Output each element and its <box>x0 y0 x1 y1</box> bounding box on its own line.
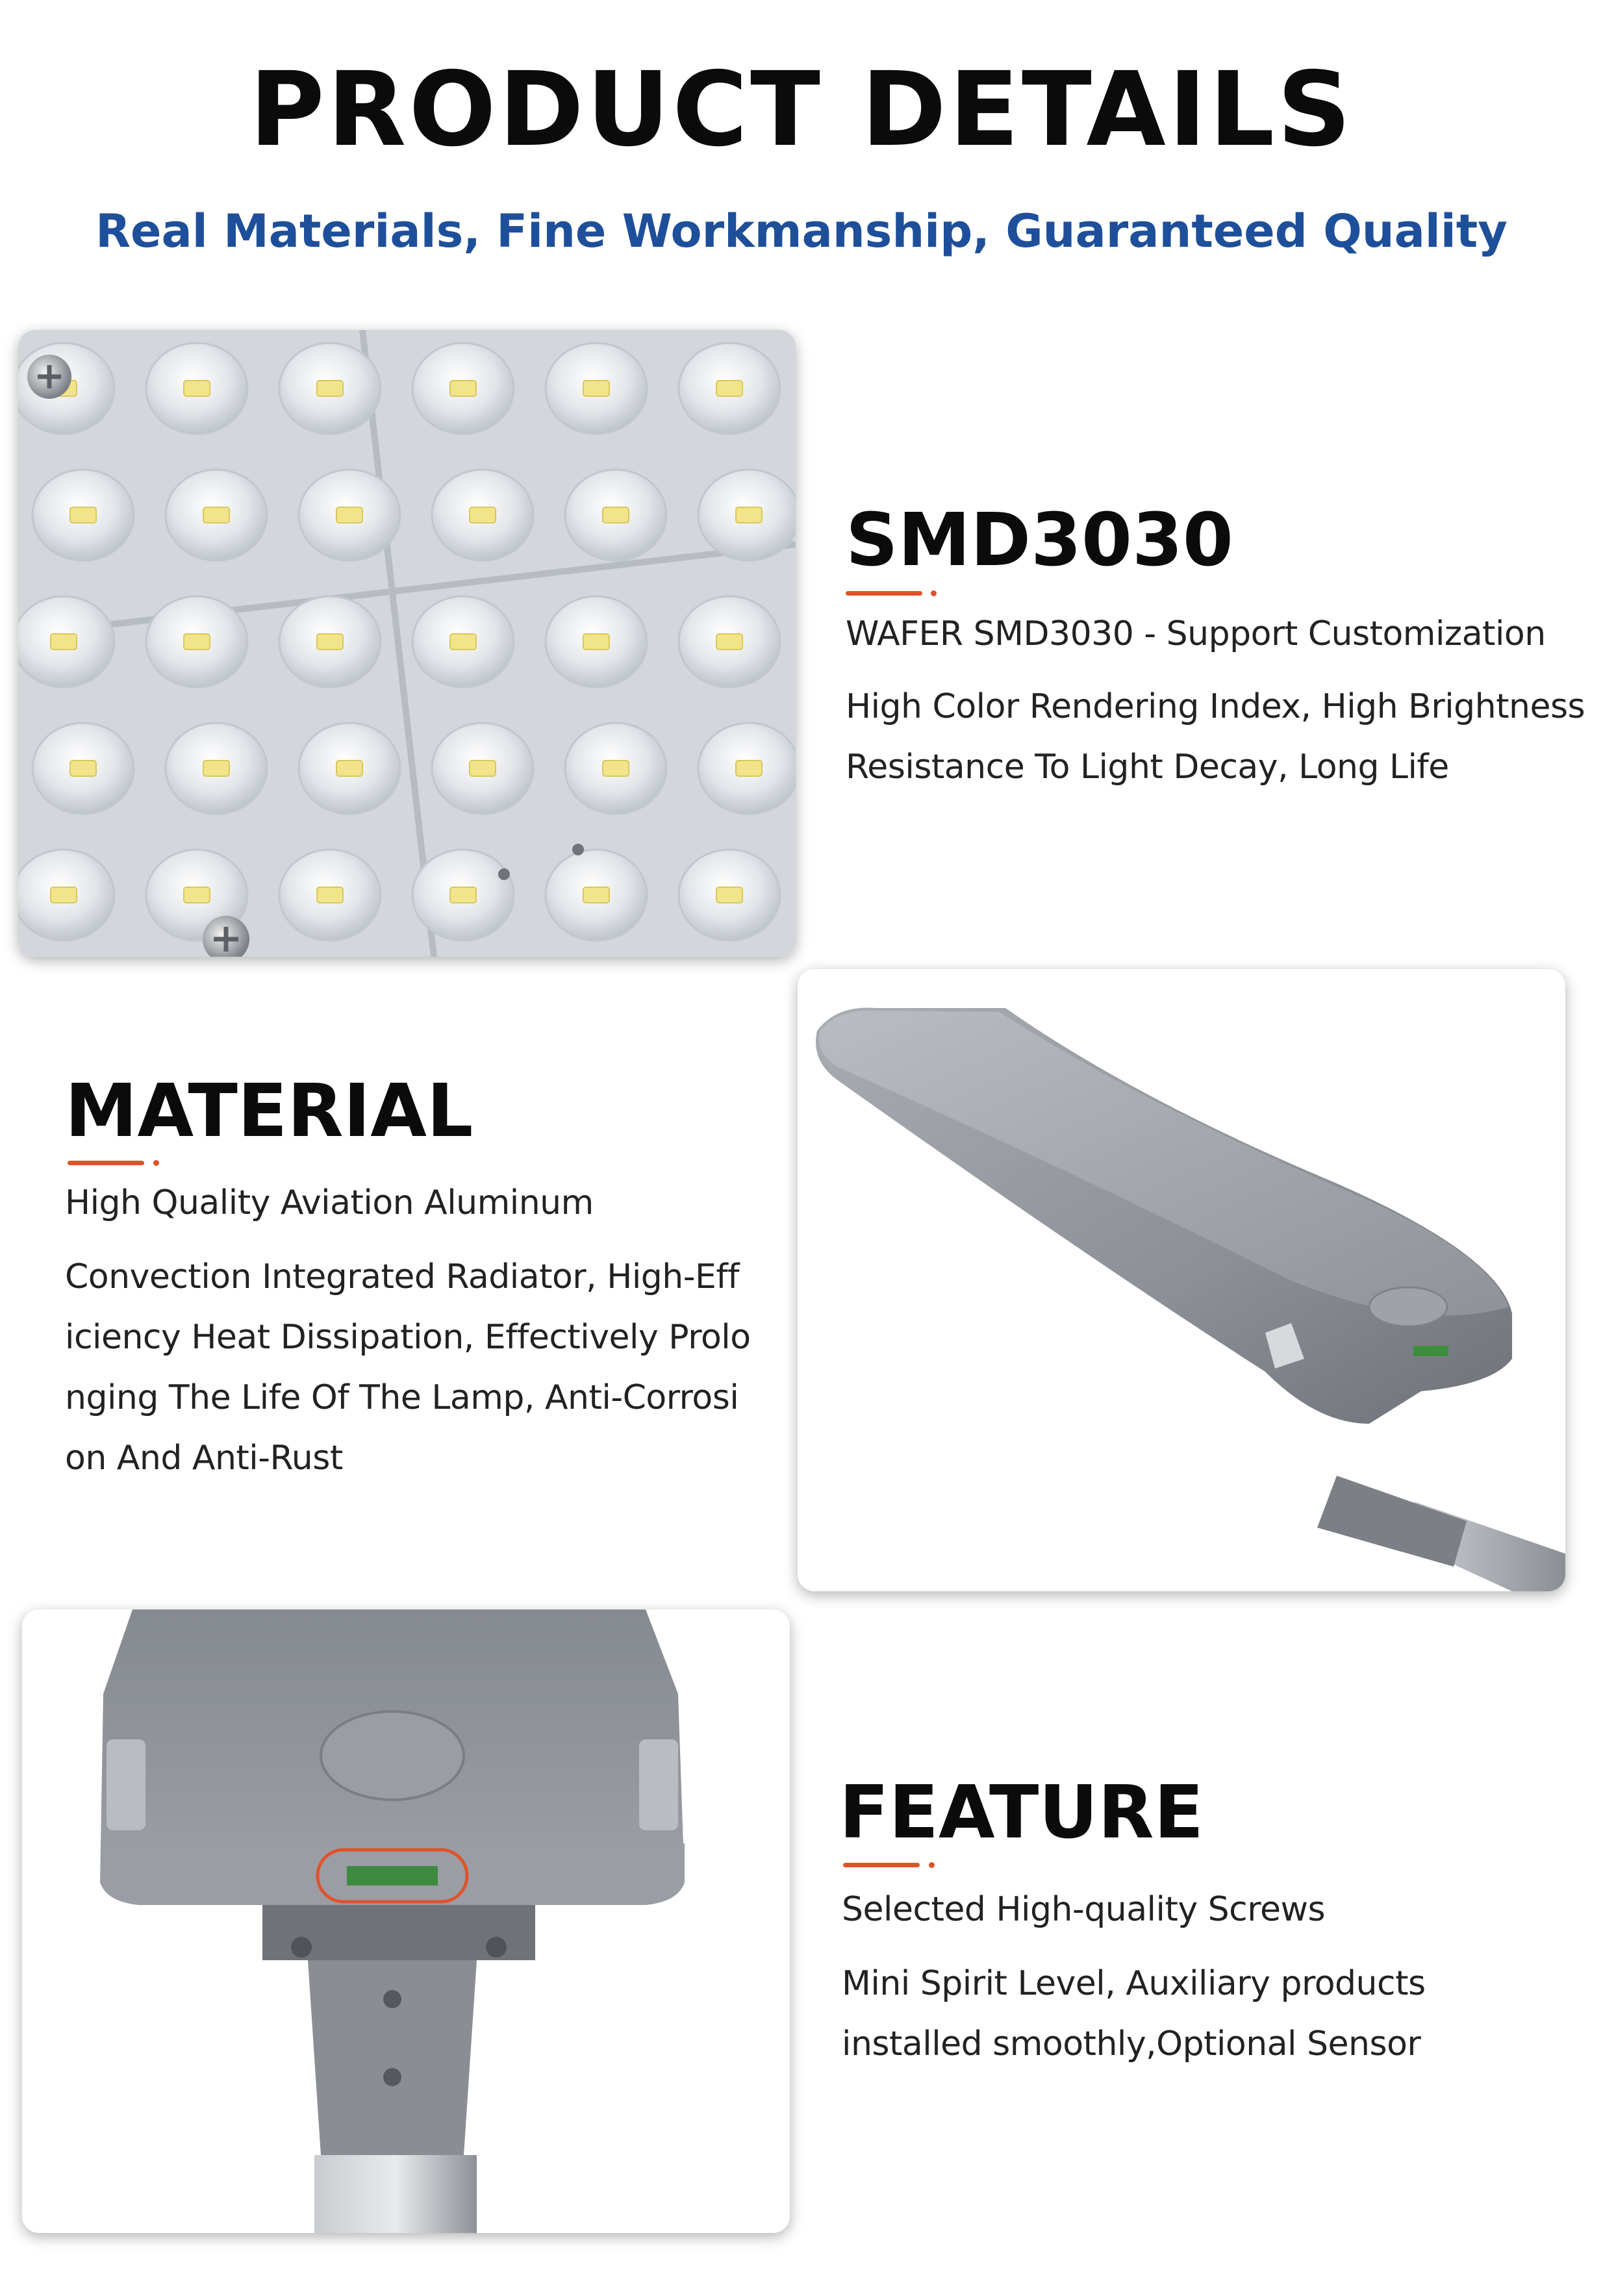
section-title-smd3030: SMD3030 <box>846 498 1233 583</box>
feature-line: installed smoothly,Optional Sensor <box>842 2025 1421 2063</box>
lamp-underside-photo <box>22 1609 790 2233</box>
spirit-level-detail-image <box>22 1609 790 2233</box>
led-chip-photo <box>18 330 796 957</box>
section-title-feature: FEATURE <box>839 1771 1204 1855</box>
page-subtitle: Real Materials, Fine Workmanship, Guaranteed Quality <box>95 205 1508 258</box>
feature-line: on And Anti-Rust <box>65 1439 343 1478</box>
led-lens-array-image <box>18 330 796 957</box>
feature-line: iciency Heat Dissipation, Effectively Prolo <box>65 1318 751 1357</box>
section-title-material: MATERIAL <box>65 1069 473 1154</box>
page-title: PRODUCT DETAILS <box>249 50 1354 170</box>
feature-line: nging The Life Of The Lamp, Anti-Corrosi <box>65 1378 739 1417</box>
feature-line: High Color Rendering Index, High Brightness <box>846 687 1585 726</box>
title-underline-dot <box>931 590 937 596</box>
lamp-housing-photo <box>798 969 1565 1591</box>
street-light-body-image <box>798 969 1565 1591</box>
title-underline <box>846 591 922 596</box>
title-underline <box>68 1161 144 1165</box>
feature-line: Convection Integrated Radiator, High-Eff <box>65 1257 739 1296</box>
feature-line: WAFER SMD3030 - Support Customization <box>846 614 1546 653</box>
title-underline <box>843 1863 920 1867</box>
title-underline-dot <box>929 1862 935 1868</box>
feature-line: High Quality Aviation Aluminum <box>65 1183 594 1222</box>
title-underline-dot <box>153 1160 159 1166</box>
feature-line: Mini Spirit Level, Auxiliary products <box>842 1964 1426 2003</box>
feature-line: Selected High-quality Screws <box>842 1890 1326 1929</box>
feature-line: Resistance To Light Decay, Long Life <box>846 748 1449 787</box>
